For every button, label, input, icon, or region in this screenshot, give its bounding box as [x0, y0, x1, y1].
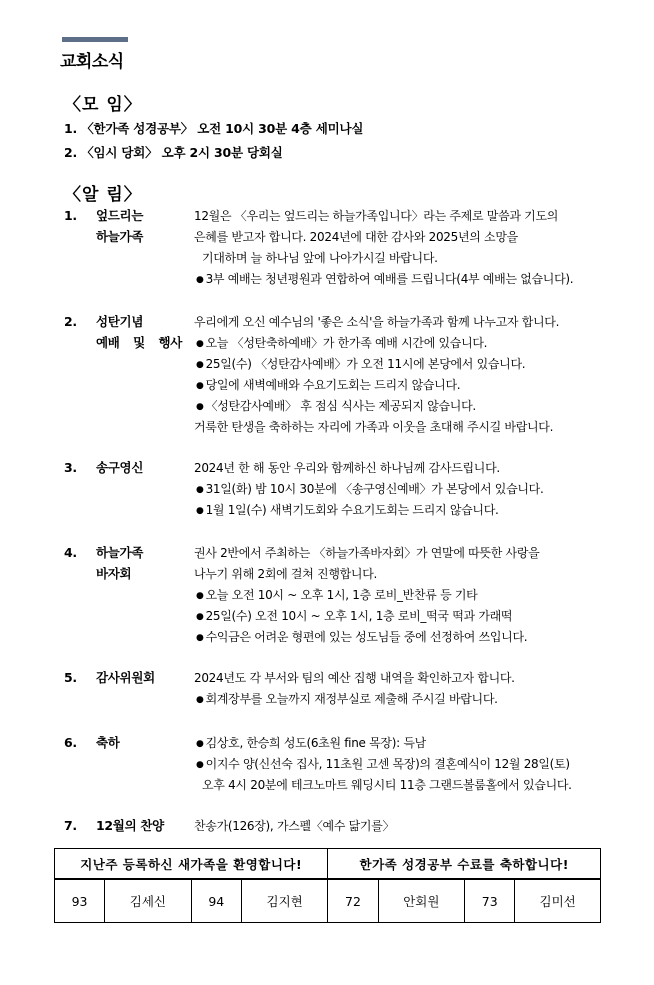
announcements-heading: 〈알 림〉	[64, 185, 142, 205]
announcement-label: 감사위원회	[96, 670, 155, 685]
table-cell: 72	[328, 879, 378, 923]
announcement-body: 우리에게 오신 예수님의 '좋은 소식'을 하늘가족과 함께 나누고자 합니다. ● 오늘 〈성탄축하예배〉가 한가족 예배 시간에 있습니다. ● 25일(수) 〈성탄감사예배〉가 오전 11시에 본당에서 있습니다. ● 당일에 새벽예배와 수요기도회는 드리지 않습니다. ● 〈성탄감사예배〉 후 점심 식사는 제공되지 않습니다. 거룩한 탄생을 축하하는 자리에 가족과 이웃을 초대해 주시길 바랍니다.	[194, 314, 614, 440]
announcement-number: 5.	[64, 670, 77, 685]
gathering-item-2: 2. 〈임시 당회〉 오후 2시 30분 당회실	[64, 145, 283, 160]
announcement-number: 3.	[64, 460, 77, 475]
table-cell: 73	[465, 879, 515, 923]
announcement-label: 12월의 찬양	[96, 818, 164, 833]
gatherings-heading: 〈모 임〉	[64, 95, 142, 115]
announcement-number: 7.	[64, 818, 77, 833]
announcement-body: 찬송가(126장), 가스펠〈예수 닮기를〉	[194, 819, 395, 833]
table-cell: 김지현	[241, 879, 328, 923]
announcement-body: 2024년도 각 부서와 팀의 예산 집행 내역을 확인하고자 합니다. ● 회계장부를 오늘까지 재정부실로 제출해 주시길 바랍니다.	[194, 670, 614, 712]
announcement-body: 2024년 한 해 동안 우리와 함께하신 하나님께 감사드립니다. ● 31일(화) 밤 10시 30분에 〈송구영신예배〉가 본당에서 있습니다. ● 1월 1일(수) 새벽기도회와 수요기도회는 드리지 않습니다.	[194, 460, 614, 523]
announcement-label: 송구영신	[96, 460, 144, 475]
announcement-body: 12월은 〈우리는 엎드리는 하늘가족입니다〉라는 주제로 말씀과 기도의 은혜를 받고자 합니다. 2024년에 대한 감사와 2025년의 소망을 기대하며 늘 하나님 앞에 나아가시길 바랍니다. ● 3부 예배는 청년평원과 연합하여 예배를 드립니다(4부 예배는 없습니다).	[194, 208, 614, 292]
announcement-number: 2.	[64, 314, 77, 329]
new-family-header: 지난주 등록하신 새가족을 환영합니다!	[55, 849, 328, 880]
announcement-number: 1.	[64, 208, 77, 223]
announcement-body: ● 김상호, 한승희 성도(6초원 fine 목장): 득남 ● 이지수 양(신선숙 집사, 11초원 고센 목장)의 결혼예식이 12월 28일(토) 오후 4시 20분에 테크노마트 웨딩시티 11층 그랜드볼룸홀에서 있습니다.	[194, 735, 614, 798]
announcement-number: 4.	[64, 545, 77, 560]
table-cell: 안회원	[378, 879, 465, 923]
table-cell: 김세신	[105, 879, 192, 923]
gathering-item-1: 1. 〈한가족 성경공부〉 오전 10시 30분 4층 세미나실	[64, 121, 364, 136]
announcement-label: 축하	[96, 735, 120, 750]
table-cell: 93	[55, 879, 105, 923]
header-accent-bar	[62, 37, 128, 42]
announcement-body: 권사 2반에서 주최하는 〈하늘가족바자회〉가 연말에 따뜻한 사랑을 나누기 위해 2회에 걸쳐 진행합니다. ● 오늘 오전 10시 ~ 오후 1시, 1층 로비_반찬류 등 기타 ● 25일(수) 오전 10시 ~ 오후 1시, 1층 로비_떡국 떡과 가래떡 ● 수익금은 어려운 형편에 있는 성도님들 중에 선정하여 쓰입니다.	[194, 545, 614, 650]
welcome-table	[54, 848, 601, 923]
table-cell: 김미선	[515, 879, 601, 923]
table-cell: 94	[191, 879, 241, 923]
bible-study-header: 한가족 성경공부 수료를 축하합니다!	[328, 849, 601, 880]
announcement-label: 엎드리는 하늘가족	[96, 208, 144, 244]
announcement-label: 성탄기념 예배 및 행사	[96, 314, 182, 350]
page-title: 교회소식	[60, 52, 124, 72]
table-row	[55, 879, 601, 923]
announcement-label: 하늘가족 바자회	[96, 545, 144, 581]
announcement-number: 6.	[64, 735, 77, 750]
welcome-table-header	[55, 849, 601, 880]
